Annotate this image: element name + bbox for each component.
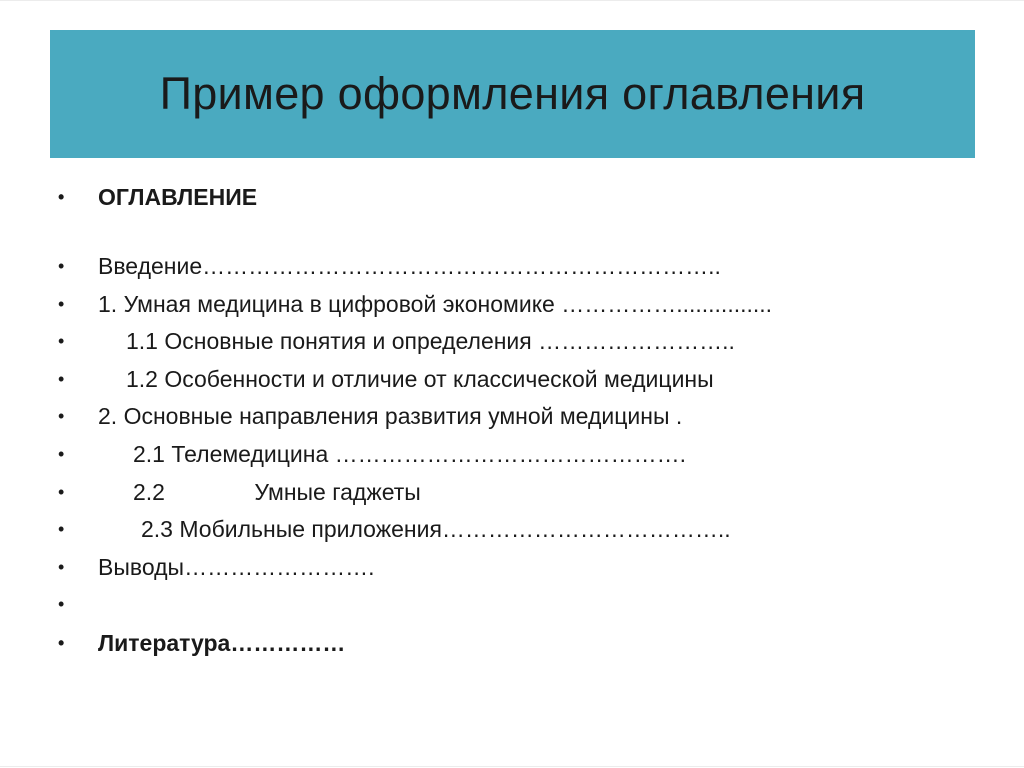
toc-item-section-2-2 — [58, 477, 421, 507]
bullet-icon: • — [58, 632, 65, 653]
toc-item-section-2-3 — [58, 514, 731, 544]
toc-item-text: 2.1 Телемедицина ………………………………………. — [133, 440, 687, 467]
bullet-icon: • — [58, 443, 65, 464]
toc-item-text: Выводы……………………. — [98, 553, 375, 580]
bullet-icon: • — [58, 368, 65, 389]
bullet-icon: • — [58, 405, 65, 426]
slide-title: Пример оформления оглавления — [159, 68, 866, 119]
toc-item-introduction — [58, 251, 721, 281]
toc-item-text: 2.2 Умные гаджеты — [133, 478, 421, 505]
bullet-icon: • — [58, 481, 65, 502]
toc-item-text: 1.1 Основные понятия и определения …………………….. — [126, 327, 735, 354]
bullet-icon: • — [58, 255, 65, 276]
bullet-icon: • — [58, 186, 65, 207]
toc-item-chapter-2 — [58, 401, 682, 431]
toc-item-chapter-1 — [58, 289, 772, 319]
bullet-icon: • — [58, 330, 65, 351]
bullet-icon: • — [58, 518, 65, 539]
bullet-icon: • — [58, 593, 65, 614]
toc-item-empty — [58, 589, 98, 619]
toc-item-text: 1. Умная медицина в цифровой экономике ……………............... — [98, 290, 773, 317]
toc-item-text: 1.2 Особенности и отличие от классической медицины — [126, 365, 714, 392]
toc-item-text: 2. Основные направления развития умной медицины . — [98, 402, 683, 429]
bullet-icon: • — [58, 293, 65, 314]
toc-item-text: 2.3 Мобильные приложения……………………………….. — [141, 515, 731, 542]
toc-heading — [58, 182, 257, 212]
toc-item-section-2-1 — [58, 439, 686, 469]
toc-heading-text: ОГЛАВЛЕНИЕ — [98, 183, 258, 210]
bullet-icon: • — [58, 556, 65, 577]
toc-item-section-1-2 — [58, 364, 714, 394]
table-of-contents — [0, 1, 1024, 768]
toc-item-text: Литература…………… — [98, 629, 346, 656]
toc-item-section-1-1 — [58, 326, 735, 356]
toc-item-conclusions — [58, 552, 374, 582]
toc-item-literature — [58, 628, 345, 658]
toc-item-text: Введение………………………………………………………….. — [98, 252, 721, 279]
